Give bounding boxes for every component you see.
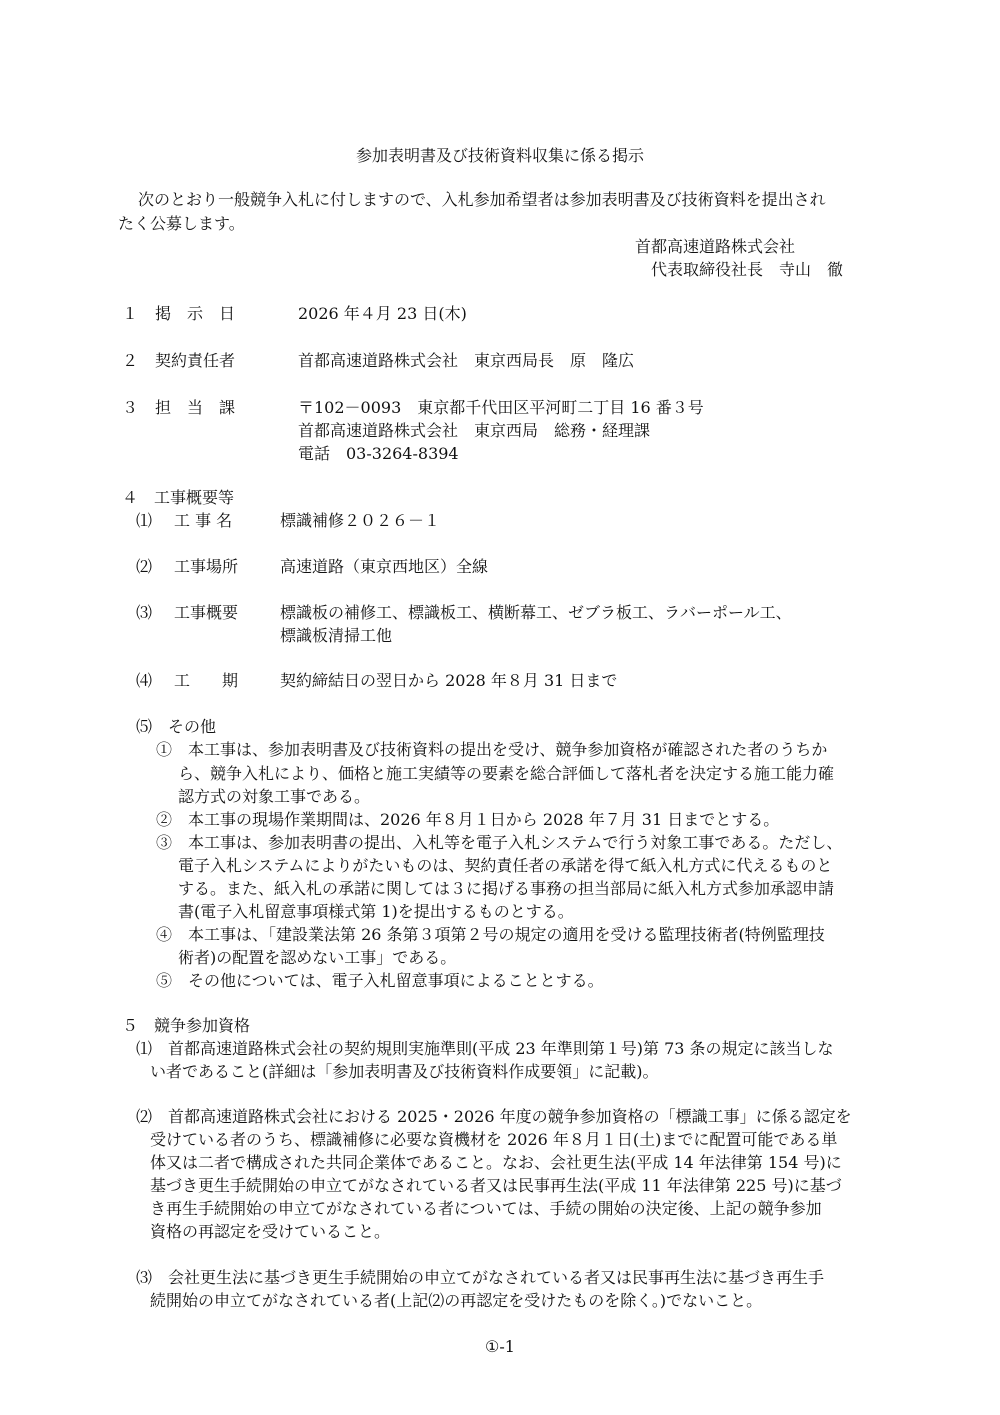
section-4-item-2-label: 工事場所 [174, 557, 239, 576]
section-5-item-2-line-5: き再生手続開始の申立てがなされている者については、手続の開始の決定後、上記の競争参加 [150, 1199, 822, 1218]
section-5-item-1-line-1: ⑴ 首都高速道路株式会社の契約規則実施準則(平成 23 年準則第１号)第 73 条の規定に該当しな [136, 1039, 834, 1058]
section-4-item-1-number: ⑴ [136, 511, 153, 530]
section-2-value: 首都高速道路株式会社 東京西局長 原 隆広 [298, 351, 635, 370]
section-1-value: 2026 年４月 23 日(木) [298, 304, 467, 323]
issuer-organization: 首都高速道路株式会社 [635, 237, 796, 256]
section-5-item-3-line-2: 続開始の申立てがなされている者(上記⑵の再認定を受けたものを除く。)でないこと。 [150, 1291, 763, 1310]
other-note-4-line-2: 術者)の配置を認めない工事」である。 [178, 948, 457, 967]
other-note-1-line-3: 認方式の対象工事である。 [178, 787, 371, 806]
section-5-item-2-line-2: 受けている者のうち、標識補修に必要な資機材を 2026 年８月１日(土)までに配置可能である単 [150, 1130, 838, 1149]
section-4-item-5-heading: ⑸ その他 [136, 717, 217, 736]
section-3-label: 担 当 課 [155, 398, 236, 417]
intro-line-1: 次のとおり一般競争入札に付しますので、入札参加希望者は参加表明書及び技術資料を提出され [138, 190, 826, 209]
other-note-1-line-1: ① 本工事は、参加表明書及び技術資料の提出を受け、競争参加資格が確認された者のうちか [156, 740, 828, 759]
section-4-item-4-number: ⑷ [136, 671, 153, 690]
section-4-item-2-value: 高速道路（東京西地区）全線 [280, 557, 489, 576]
section-4-heading: ４ 工事概要等 [122, 488, 235, 507]
section-2-number: ２ [122, 351, 139, 370]
section-4-item-4-value: 契約締結日の翌日から 2028 年８月 31 日まで [280, 671, 618, 690]
section-4-item-3-value-line-2: 標識板清掃工他 [280, 626, 393, 645]
page-number: ①-1 [485, 1337, 515, 1356]
other-note-3-line-1: ③ 本工事は、参加表明書の提出、入札等を電子入札システムで行う対象工事である。ただし、 [156, 833, 843, 852]
section-4-item-3-number: ⑶ [136, 603, 153, 622]
section-4-item-4-label: 工 期 [174, 671, 239, 690]
section-5-heading: ５ 競争参加資格 [122, 1016, 251, 1035]
section-3-address: 〒102－0093 東京都千代田区平河町二丁目 16 番３号 [298, 398, 704, 417]
other-note-3-line-4: 書(電子入札留意事項様式第 1)を提出するものとする。 [178, 902, 574, 921]
section-5-item-2-line-3: 体又は二者で構成された共同企業体であること。なお、会社更生法(平成 14 年法律第 154 号)に [150, 1153, 842, 1172]
section-4-item-2-number: ⑵ [136, 557, 153, 576]
section-4-item-1-label: 工 事 名 [174, 511, 233, 530]
section-3-number: ３ [122, 398, 139, 417]
section-2-label: 契約責任者 [155, 351, 236, 370]
section-5-item-3-line-1: ⑶ 会社更生法に基づき更生手続開始の申立てがなされている者又は民事再生法に基づき再生手 [136, 1268, 825, 1287]
other-note-3-line-3: する。また、紙入札の承諾に関しては３に掲げる事務の担当部局に紙入札方式参加承認申請 [178, 879, 835, 898]
section-3-phone: 電話 03-3264-8394 [298, 444, 459, 463]
section-1-label: 掲 示 日 [155, 304, 236, 323]
section-5-item-2-line-6: 資格の再認定を受けていること。 [150, 1222, 391, 1241]
section-5-item-2-line-4: 基づき更生手続開始の申立てがなされている者又は民事再生法(平成 11 年法律第 225 号)に基づ [150, 1176, 842, 1195]
other-note-2: ② 本工事の現場作業期間は、2026 年８月１日から 2028 年７月 31 日までとする。 [156, 810, 780, 829]
issuer-representative: 代表取締役社長 寺山 徹 [651, 260, 844, 279]
other-note-3-line-2: 電子入札システムによりがたいものは、契約責任者の承諾を得て紙入札方式に代えるものと [178, 856, 833, 875]
intro-line-2: たく公募します。 [118, 214, 245, 233]
other-note-1-line-2: ら、競争入札により、価格と施工実績等の要素を総合評価して落札者を決定する施工能力確 [178, 764, 835, 783]
section-5-item-2-line-1: ⑵ 首都高速道路株式会社における 2025・2026 年度の競争参加資格の「標識工事」に係る認定を [136, 1107, 852, 1126]
section-3-department: 首都高速道路株式会社 東京西局 総務・経理課 [298, 421, 651, 440]
section-1-number: １ [122, 304, 139, 323]
other-note-5: ⑤ その他については、電子入札留意事項によることとする。 [156, 971, 604, 990]
document-title: 参加表明書及び技術資料収集に係る掲示 [355, 146, 644, 165]
section-4-item-3-label: 工事概要 [174, 603, 239, 622]
other-note-4-line-1: ④ 本工事は、「建設業法第 26 条第３項第２号の規定の適用を受ける監理技術者(特例監理技 [156, 925, 825, 944]
section-4-item-3-value-line-1: 標識板の補修工、標識板工、横断幕工、ゼブラ板工、ラバーポール工、 [280, 603, 792, 622]
section-5-item-1-line-2: い者であること(詳細は「参加表明書及び技術資料作成要領」に記載)。 [150, 1062, 659, 1081]
section-4-item-1-value: 標識補修２０２６－１ [280, 511, 441, 530]
